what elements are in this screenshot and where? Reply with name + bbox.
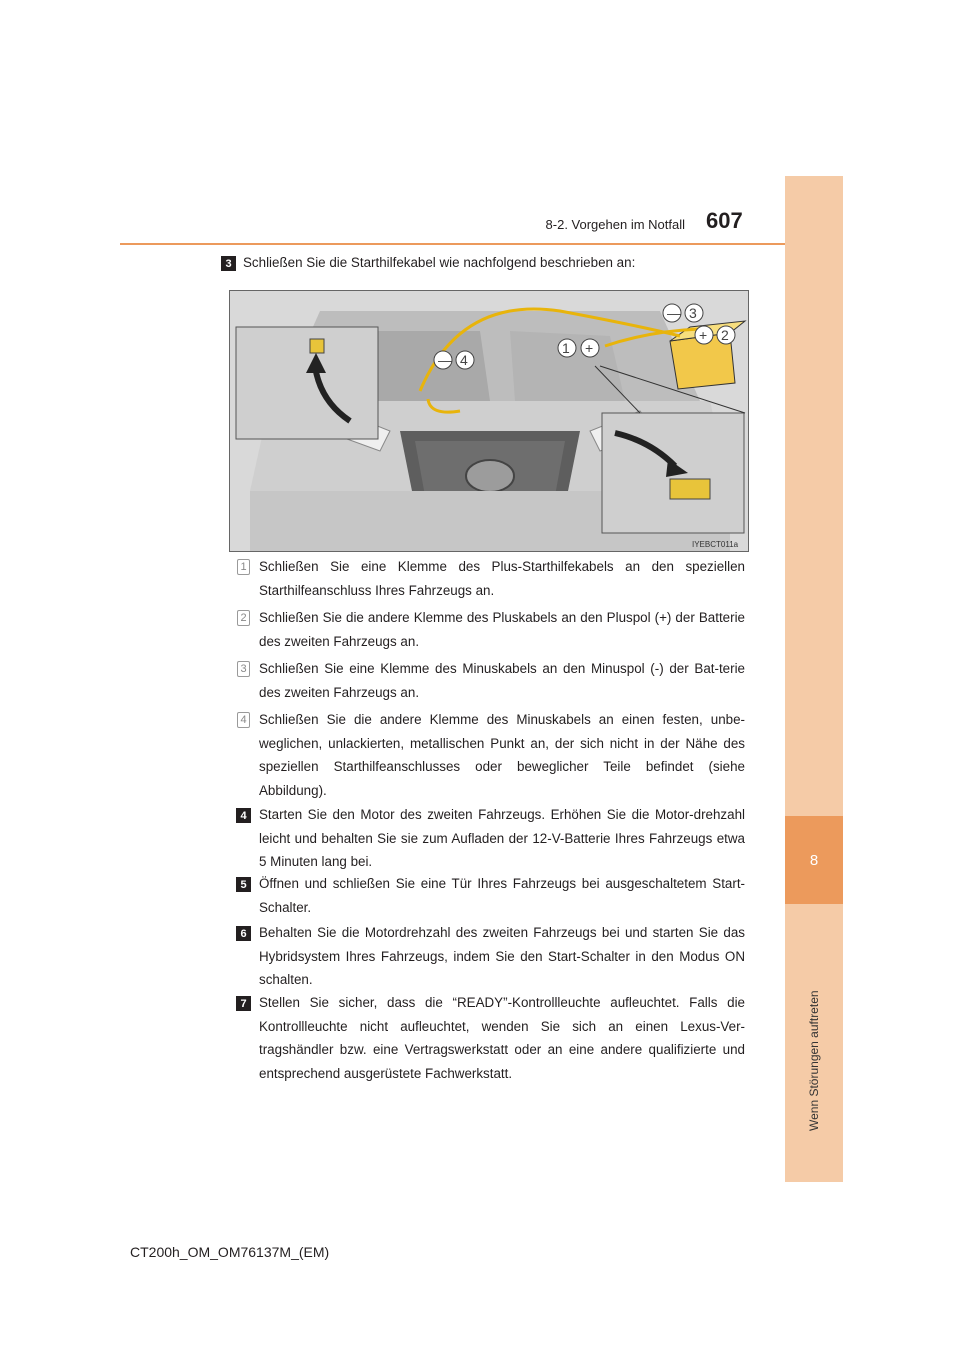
- chapter-side-tab: [785, 176, 843, 1182]
- callout-4-label: 4: [460, 352, 468, 368]
- jump-start-illustration: [229, 290, 749, 552]
- substep-1-number: 1: [237, 559, 250, 575]
- callout-2-label: 2: [721, 327, 729, 343]
- step-6-text: Behalten Sie die Motordrehzahl des zweiten Fahrzeugs bei und starten Sie das Hybridsystem Ihres Fahrzeugs, indem Sie den Start-Schalter in den Modus ON schalten.: [259, 925, 745, 987]
- header-divider: [120, 243, 785, 245]
- section-title: 8-2. Vorgehen im Notfall: [545, 217, 685, 232]
- substep-2-number: 2: [237, 610, 250, 626]
- step-5-number: 5: [236, 877, 251, 892]
- callout-4-minus: —: [438, 352, 452, 368]
- step-7-text: Stellen Sie sicher, dass die “READY”-Kontrollleuchte aufleuchtet. Falls die Kontrollleuchte nicht aufleuchtet, wenden Sie sich an einen Lexus-Ver-tragshändler bzw. eine Vertragswerkstatt oder an eine andere qualifizierte und entsprechend ausgerüstete Fachwerkstatt.: [259, 995, 745, 1081]
- figure-code: IYEBCT011a: [692, 540, 739, 549]
- callout-3-label: 3: [689, 305, 697, 321]
- step-4-number: 4: [236, 808, 251, 823]
- callout-3-minus: —: [667, 305, 681, 321]
- chapter-number: 8: [785, 816, 843, 904]
- callout-1-label: 1: [562, 340, 570, 356]
- substep-4-number: 4: [237, 712, 250, 728]
- callout-1-plus: +: [585, 340, 594, 356]
- step-7-number: 7: [236, 996, 251, 1011]
- page-number: 607: [706, 208, 743, 233]
- substep-3-number: 3: [237, 661, 250, 677]
- callout-2-plus: +: [699, 327, 708, 343]
- step-6-number: 6: [236, 926, 251, 941]
- substep-3-text: Schließen Sie eine Klemme des Minuskabels an den Minuspol (-) der Bat-terie des zweiten Fahrzeugs an.: [259, 661, 745, 700]
- engine-bay-drawing: [230, 291, 749, 552]
- step-3-text: Schließen Sie die Starthilfekabel wie nachfolgend beschrieben an:: [243, 255, 636, 270]
- chapter-title: Wenn Störungen auftreten: [807, 990, 821, 1132]
- document-code: CT200h_OM_OM76137M_(EM): [130, 1244, 330, 1260]
- substep-1-text: Schließen Sie eine Klemme des Plus-Starthilfekabels an den speziellen Starthilfeanschluss Ihres Fahrzeugs an.: [259, 559, 745, 598]
- substep-4-text: Schließen Sie die andere Klemme des Minuskabels an einen festen, unbe-weglichen, unlackierten, metallischen Punkt an, der sich nicht in der Nähe des speziellen Starthilfeanschlusses oder beweglicher Teile befindet (siehe Abbildung).: [259, 712, 745, 798]
- substep-2-text: Schließen Sie die andere Klemme des Pluskabels an den Pluspol (+) der Batterie des zweiten Fahrzeugs an.: [259, 610, 745, 649]
- step-4-text: Starten Sie den Motor des zweiten Fahrzeugs. Erhöhen Sie die Motor-drehzahl leicht und behalten Sie sie zum Aufladen der 12-V-Batterie Ihres Fahrzeugs etwa 5 Minuten lang bei.: [259, 807, 745, 869]
- step-5-text: Öffnen und schließen Sie eine Tür Ihres Fahrzeugs bei ausgeschaltetem Start-Schalter.: [259, 876, 745, 915]
- step-3-number: 3: [221, 256, 236, 271]
